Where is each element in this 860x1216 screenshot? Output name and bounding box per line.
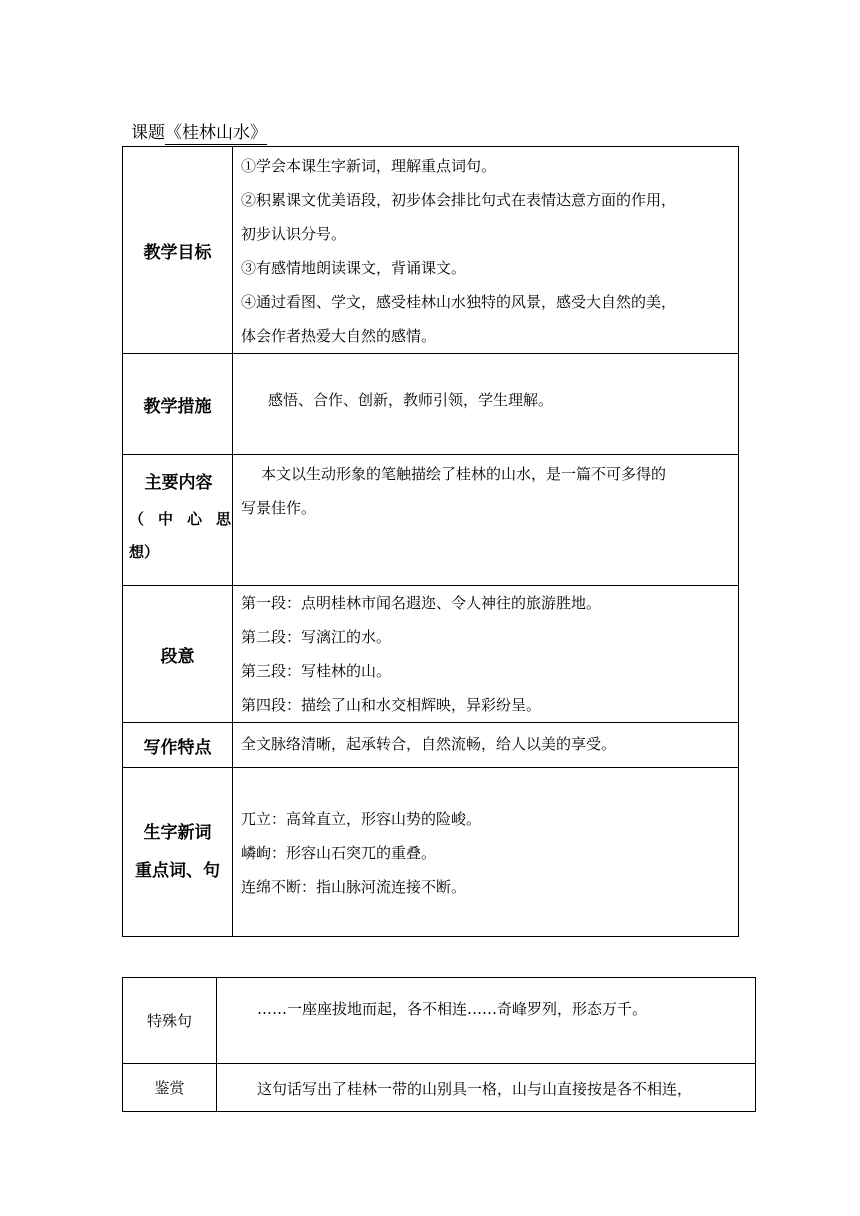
vocabulary-line: 连绵不断：指山脉河流连接不断。 xyxy=(241,878,467,896)
table-row xyxy=(123,723,739,768)
row-label-measures: 教学措施 xyxy=(123,354,233,455)
objective-line: ③有感情地朗读课文，背诵课文。 xyxy=(241,259,467,277)
lesson-title-name: 《桂林山水》 xyxy=(165,123,267,143)
special-sentence-text: ……一座座拔地而起，各不相连……奇峰罗列，形态万千。 xyxy=(217,978,756,1064)
main-content-line: 本文以生动形象的笔触描绘了桂林的山水，是一篇不可多得的 xyxy=(261,465,667,483)
row-content-objectives xyxy=(233,147,739,354)
lesson-title xyxy=(131,122,267,144)
lesson-plan-table xyxy=(122,146,739,937)
lesson-title-prefix: 课题 xyxy=(131,123,165,143)
row-content-vocabulary xyxy=(233,768,739,937)
table-row xyxy=(123,978,756,1064)
row-content-measures: 感悟、合作、创新，教师引领，学生理解。 xyxy=(233,354,739,455)
row-content-main-content xyxy=(233,455,739,586)
objective-line: 初步认识分号。 xyxy=(241,225,347,243)
table-row xyxy=(123,455,739,586)
row-label-writing-features: 写作特点 xyxy=(123,723,233,768)
appreciation-label: 鉴赏 xyxy=(123,1064,217,1112)
table-row xyxy=(123,147,739,354)
paragraph-line: 第二段：写漓江的水。 xyxy=(241,628,392,646)
appreciation-table xyxy=(122,977,756,1112)
objective-line: 体会作者热爱大自然的感情。 xyxy=(241,327,437,345)
vocabulary-label-line1: 生字新词 xyxy=(143,823,212,843)
row-label-main-content xyxy=(123,455,246,586)
main-content-line: 写景佳作。 xyxy=(241,499,317,517)
paragraph-line: 第一段：点明桂林市闻名遐迩、令人神往的旅游胜地。 xyxy=(241,594,602,612)
row-label-paragraphs: 段意 xyxy=(123,586,233,723)
table-row xyxy=(123,354,739,455)
vocabulary-line: 兀立：高耸直立，形容山势的险峻。 xyxy=(241,810,482,828)
row-content-paragraphs xyxy=(233,586,739,723)
objective-line: ①学会本课生字新词，理解重点词句。 xyxy=(241,157,497,175)
vocabulary-label-line2: 重点词、句 xyxy=(135,861,220,881)
main-content-label-line2: （中心思 xyxy=(129,510,246,528)
main-content-label-line1: 主要内容 xyxy=(144,473,213,493)
table-row xyxy=(123,768,739,937)
objective-line: ④通过看图、学文，感受桂林山水独特的风景，感受大自然的美， xyxy=(241,293,677,311)
row-content-writing-features: 全文脉络清晰，起承转合，自然流畅，给人以美的享受。 xyxy=(233,723,739,768)
paragraph-line: 第三段：写桂林的山。 xyxy=(241,662,392,680)
vocabulary-line: 嶙峋：形容山石突兀的重叠。 xyxy=(241,844,437,862)
table-row xyxy=(123,1064,756,1112)
table-row xyxy=(123,586,739,723)
special-sentence-label: 特殊句 xyxy=(123,978,217,1064)
row-label-objectives: 教学目标 xyxy=(123,147,233,354)
main-content-label-line3: 想） xyxy=(129,543,160,561)
paragraph-line: 第四段：描绘了山和水交相辉映，异彩纷呈。 xyxy=(241,696,542,714)
appreciation-text: 这句话写出了桂林一带的山别具一格，山与山直接按是各不相连， xyxy=(217,1064,756,1112)
objective-line: ②积累课文优美语段，初步体会排比句式在表情达意方面的作用， xyxy=(241,191,677,209)
row-label-vocabulary xyxy=(123,768,233,937)
